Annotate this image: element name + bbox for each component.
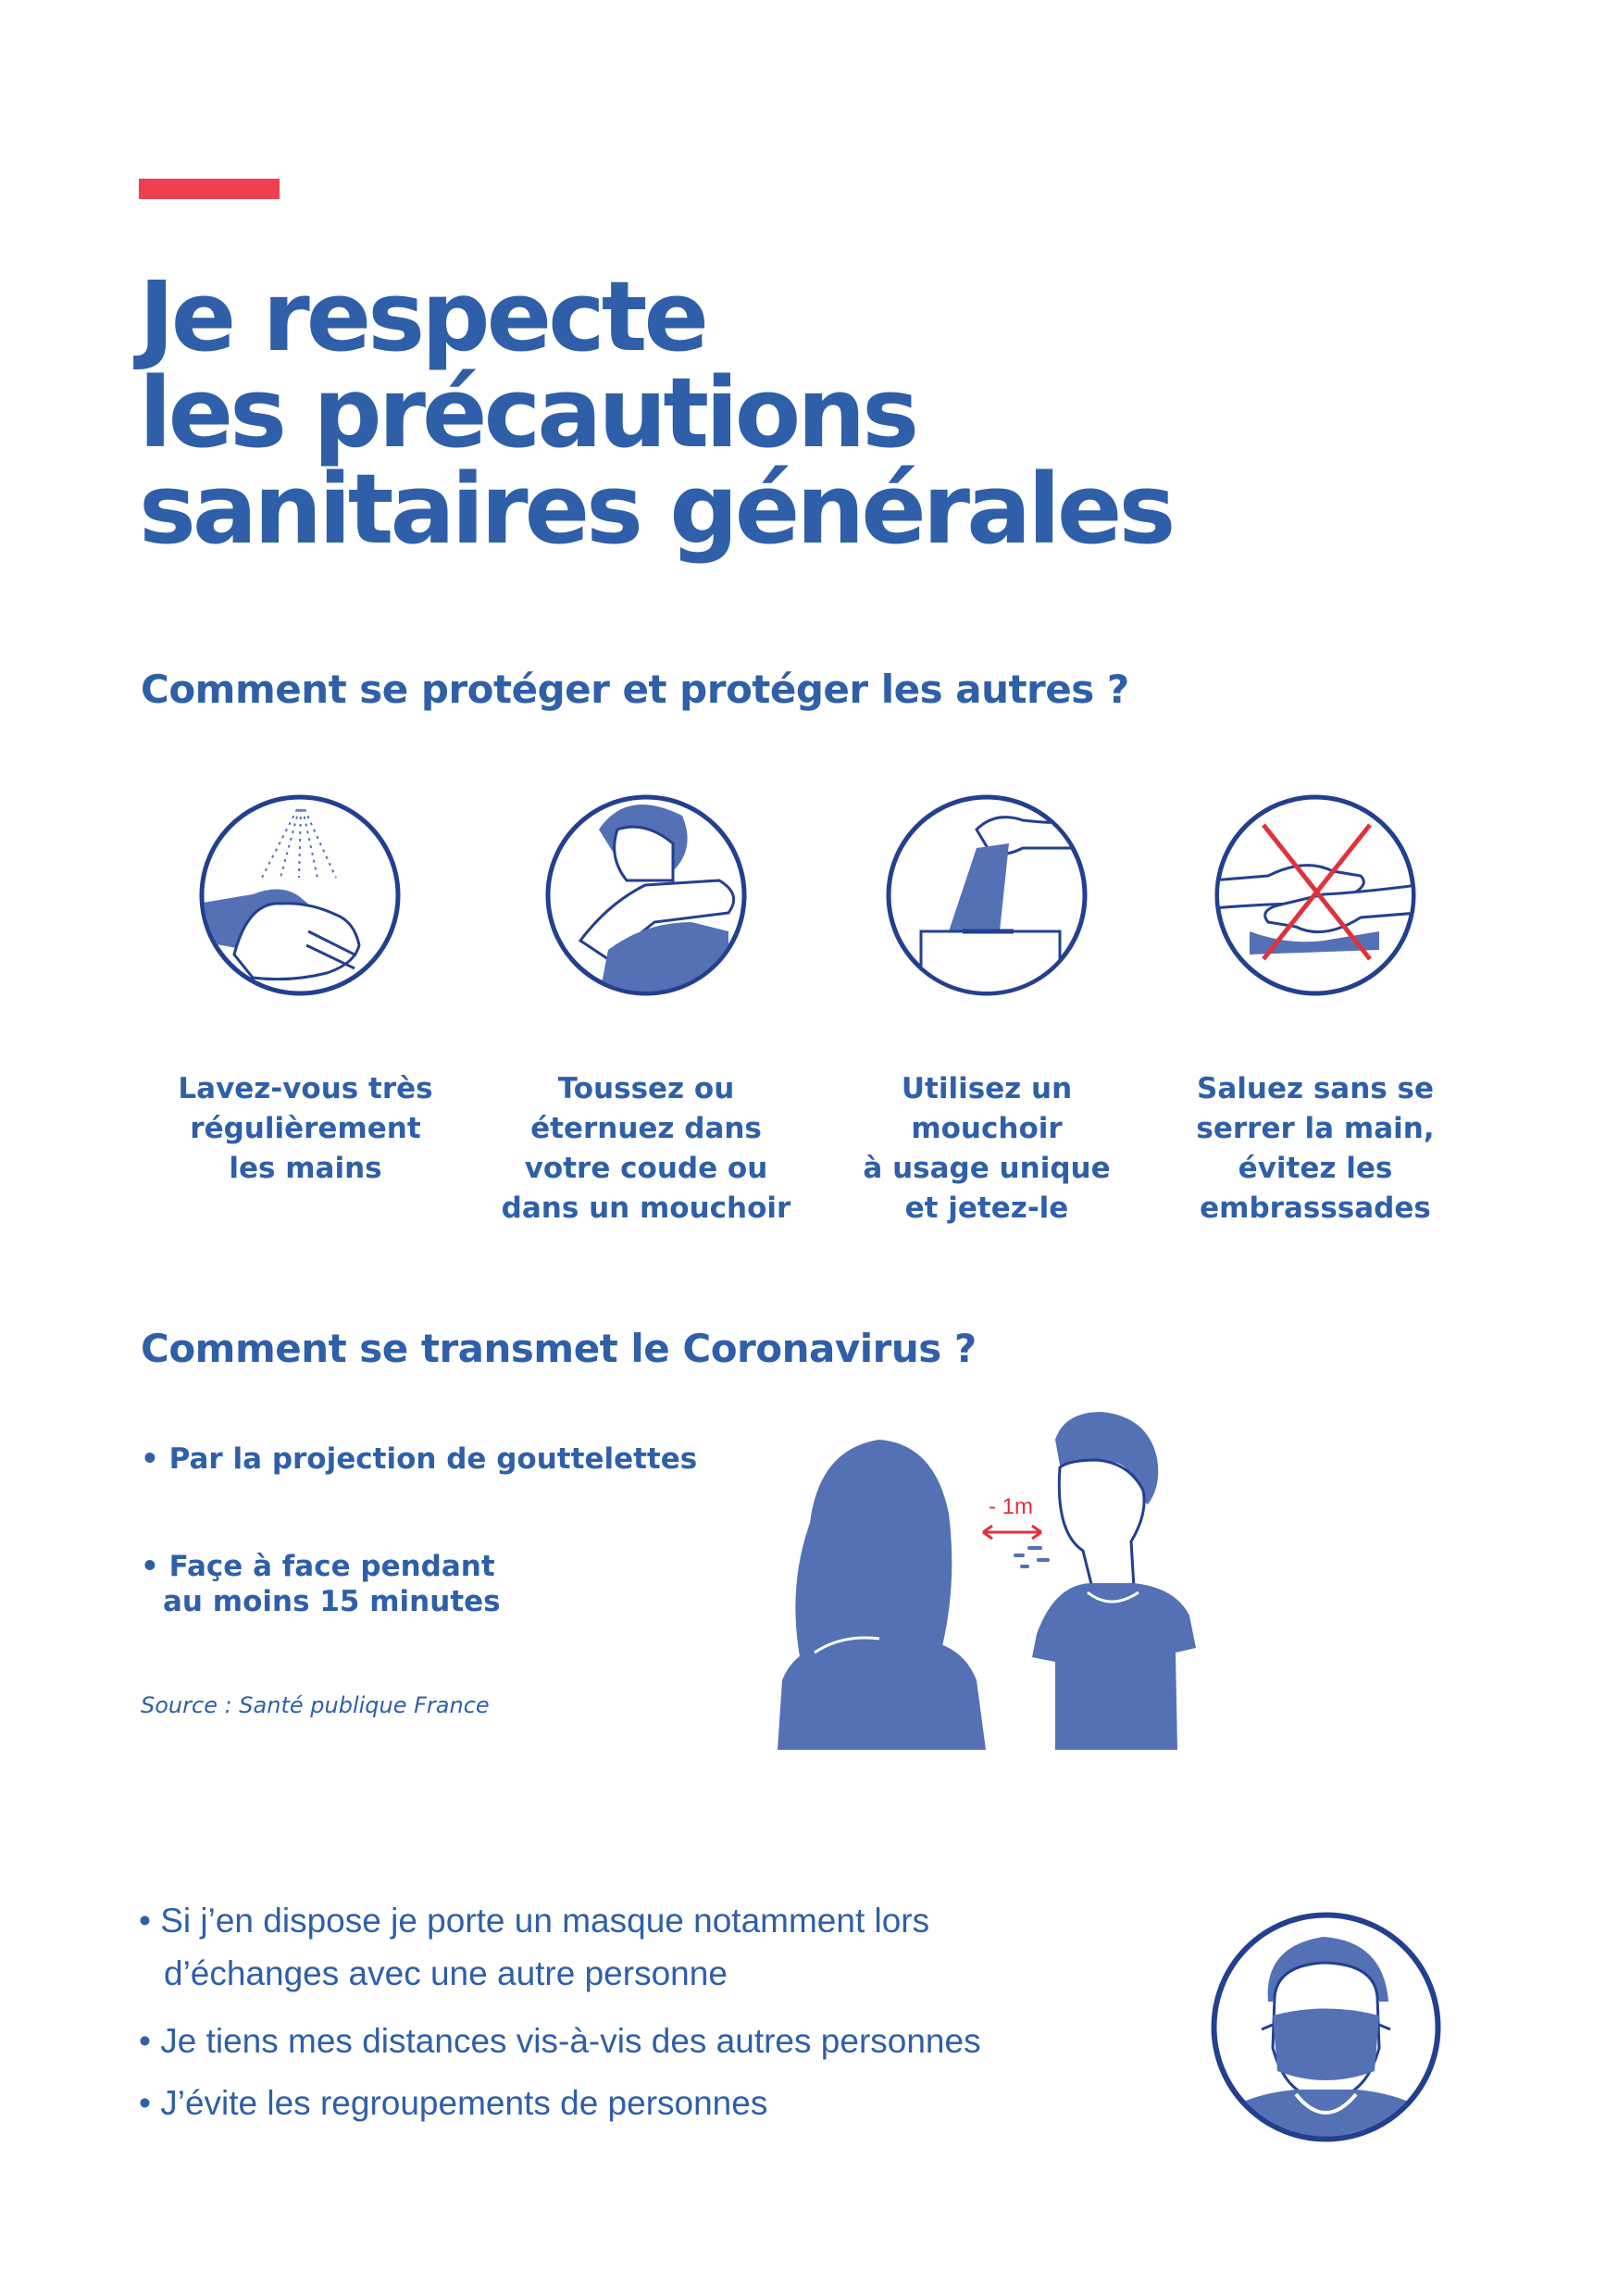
bullet-line: • Je tiens mes distances vis-à-vis des autres personnes <box>139 2022 981 2060</box>
caption-cough <box>479 1069 813 1229</box>
title-line-1: Je respecte <box>139 260 706 373</box>
caption-line: serrer la main, <box>1196 1112 1435 1145</box>
transmission-bullet-face <box>141 1549 501 1619</box>
bullet-line: • Par la projection de gouttelettes <box>141 1442 698 1476</box>
transmission-bullet-droplets <box>141 1441 697 1477</box>
title-line-2: les précautions <box>139 356 916 469</box>
advice-bullet-mask <box>139 1894 929 2000</box>
caption-line: dans un mouchoir <box>501 1192 791 1225</box>
caption-line: et jetez-le <box>904 1192 1069 1225</box>
caption-handshake <box>1149 1069 1482 1229</box>
page-title <box>139 260 1173 566</box>
transmission-heading: Comment se transmet le Coronavirus ? <box>141 1326 977 1371</box>
caption-line: évitez les <box>1238 1152 1393 1185</box>
caption-line: régulièrement <box>190 1112 421 1145</box>
transmission-illustration <box>778 1403 1296 1750</box>
caption-tissue <box>820 1069 1153 1229</box>
bullet-line: d’échanges avec une autre personne <box>164 1954 728 1992</box>
caption-line: à usage unique <box>863 1152 1111 1185</box>
caption-line: mouchoir <box>911 1112 1063 1145</box>
no-handshake-icon <box>1213 792 1418 998</box>
bullet-line: • J’évite les regroupements de personnes <box>139 2084 768 2122</box>
title-line-3: sanitaires générales <box>139 453 1173 566</box>
source-note: Source : Santé publique France <box>141 1692 490 1718</box>
cough-elbow-icon <box>543 792 749 998</box>
tissue-icon <box>884 792 1089 998</box>
mask-icon <box>1208 1909 1444 2145</box>
distance-label: - 1m <box>989 1494 1033 1519</box>
caption-handwash <box>139 1069 472 1189</box>
caption-line: embrasssades <box>1200 1192 1431 1225</box>
caption-line: Utilisez un <box>901 1072 1073 1105</box>
caption-line: Lavez-vous très <box>178 1072 433 1105</box>
accent-bar <box>139 179 280 199</box>
advice-bullet-distance <box>139 2015 981 2067</box>
caption-line: les mains <box>229 1152 382 1185</box>
handwash-icon <box>197 792 403 998</box>
caption-line: éternuez dans <box>530 1112 762 1145</box>
advice-bullet-groups <box>139 2077 767 2129</box>
protect-heading: Comment se protéger et protéger les autres ? <box>141 667 1129 712</box>
bullet-line: • Façe à face pendant <box>141 1550 495 1583</box>
caption-line: votre coude ou <box>524 1152 768 1185</box>
caption-line: Toussez ou <box>557 1072 735 1105</box>
caption-line: Saluez sans se <box>1197 1072 1434 1105</box>
bullet-line: • Si j’en dispose je porte un masque notamment lors <box>139 1902 930 1940</box>
bullet-line: au moins 15 minutes <box>163 1585 501 1618</box>
